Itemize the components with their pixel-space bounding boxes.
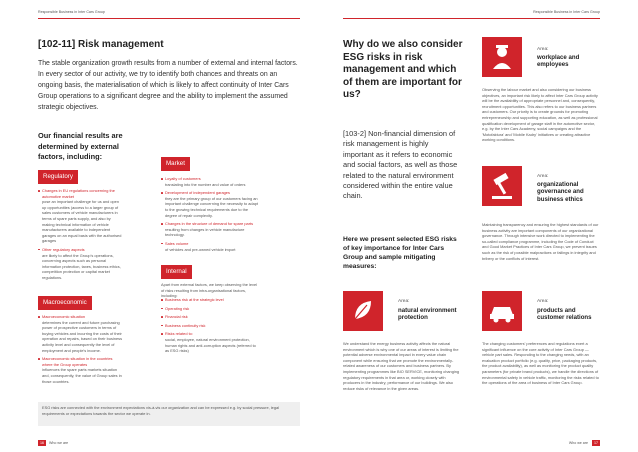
item-title: Sales volume [165, 240, 189, 246]
list-item [38, 247, 124, 281]
car-icon [482, 291, 522, 331]
footer-right [569, 440, 600, 446]
internal-tag: Internal [161, 265, 192, 279]
area-text: The changing customers' preferences and regulations exert a significant influence on the core activity of Inter Cars Group — vehicle part sales. Responding to the changing needs, with an evaluation product portfolio (e.g. quality, price, packaging products, the product availability), as well as monitoring the product quality parameters (for private brand products), we handle the directions of environmental safety in vehicle traffic, monitoring the risks related to the operations of the area of business of Inter Cars Group. [482, 341, 599, 386]
worker-icon [482, 37, 522, 77]
list-item [161, 331, 261, 353]
macroeconomic-list [38, 314, 124, 387]
page-number: 16 [40, 441, 44, 445]
list-item [38, 314, 124, 353]
list-item [161, 323, 261, 329]
item-title: Operating risk [165, 305, 190, 311]
item-title: Financial risk [165, 314, 188, 320]
list-item [161, 306, 261, 312]
list-item [161, 221, 261, 238]
item-body: influences the spare parts markets situation and, consequently, the value of Group sales in those countries. [42, 367, 122, 384]
item-title: Other regulatory aspects [42, 246, 85, 252]
leaf-icon [343, 291, 383, 331]
item-title: Changes in EU regulations concerning the automotive market [42, 188, 115, 199]
item-title: Business continuity risk [165, 322, 206, 328]
item-body: of vehicles and pre-owned vehicle import [165, 246, 236, 252]
intro-paragraph: The stable organization growth results from a number of external and internal factors. In every sector of our activity, we try to identify both chances and threats on an ongoing basis, the materialisation of which is likely to affect continuity of Inter Cars Group operations to a significant degree and the ability to implement the assumed strategic objectives. [38, 60, 298, 111]
regulatory-list [38, 188, 124, 284]
footer-section: Who we are [568, 441, 588, 445]
area-label: Area: [398, 299, 410, 304]
item-body: determines the current and future purchasing power of prospective customers in terms of buying vehicles and incurring the costs of their operation and repairs, based on their business activity level and consequently the level of employment and people's income. [42, 319, 123, 353]
area-products [482, 291, 600, 421]
item-body: they are the primary group of our customers facing an important challenge concerning the necessity to adapt to the growing technical requirements due to the degree of repair complexity. [165, 195, 259, 218]
item-body: pose an important challenge for us and open up opportunities (access to a larger group of sales customers of vehicle manufacturers in terms of spare parts supply, and also by making technical information of vehicle manufacturers available to independent garages on an equal basis with the authorised garages [42, 199, 122, 244]
item-body: social, employee, natural environment protection, human rights and anti-corruption aspects (referred to as ESG risks) [165, 336, 256, 354]
list-item [161, 176, 261, 187]
item-title: Risks related to: [165, 331, 193, 337]
regulatory-tag: Regulatory [38, 170, 78, 184]
item-title: Macroeconomic situation [42, 314, 86, 319]
area-name: natural environment protection [398, 307, 457, 322]
item-title: Business risk at the strategic level [165, 297, 224, 302]
list-item [161, 314, 261, 320]
right-body: [103-2] Non-financial dimension of risk management is highly important as it refers to economic and social factors, as well as those related to the natural environment considered within the entire value chain. [343, 129, 458, 201]
gavel-icon [482, 166, 522, 206]
header-rule-right [343, 18, 600, 19]
item-title: Loyalty of customers [165, 176, 201, 181]
area-label: Area: [537, 174, 549, 179]
item-body: translating into the number and value of orders [165, 181, 246, 187]
area-governance [482, 166, 600, 296]
item-body: are likely to affect the Group's operations, concerning aspects such as personal information protection, taxes, business ethics, competition protection or capital market regulations. [42, 252, 121, 280]
area-name: products and customer relations [537, 307, 592, 322]
macroeconomic-tag: Macroeconomic [38, 296, 92, 310]
area-environment [343, 291, 461, 421]
item-title: Development of independent garages [165, 190, 230, 196]
header-left: Responsible Business in Inter Cars Group [38, 10, 105, 14]
page-number: 17 [594, 441, 598, 445]
right-question: Why do we also consider ESG risks in risk management and which of them are important for us? [343, 39, 463, 101]
internal-intro: Apart from external factors, we keep observing the level of risks resulting from intra-organisational factors, including: [161, 282, 258, 299]
area-text: We understand the energy business activity affects the natural environment which is why one of our areas of interest is limiting the potential adverse environmental impact in every value chain component while ensuring that we promote the environmentally-related awareness of our customers and business partners. By implementing programmes like BIO SERVICE, monitoring changing regulatory requirements in that area or, working closely with producers in the industry, performance of our buildings. We also reduce risks of relevance in the given areas. [343, 341, 460, 391]
market-list [161, 176, 261, 255]
list-item [38, 356, 124, 384]
footer-left [38, 440, 68, 446]
list-item [161, 297, 261, 303]
header-rule-left [38, 18, 300, 19]
right-lead: Here we present selected ESG risks of key importance for Inter Cars Group and sample mitigating measures: [343, 236, 457, 270]
area-text: Maintaining transparency and ensuring the highest standards of our business activity are important components of our organizational governance. Through intensive work directed to implementing the so-called compliance programme, including the Code of Conduct and Good Market Practices of Inter Cars Group, we prevent issues such as the risk of possible malpractices or failings in integrity and bribery or the conflicts of interest. [482, 222, 599, 261]
area-name: workplace and employees [537, 54, 580, 69]
list-item [161, 241, 261, 252]
page-title: [102-11] Risk management [38, 39, 164, 50]
footer-section: Who we are [49, 441, 69, 445]
area-label: Area: [537, 299, 549, 304]
item-title: Changes in the structure of demand for spare parts [165, 221, 254, 227]
factors-heading: Our financial results are determined by external factors, including: [38, 131, 123, 161]
area-name: organizational governance and business ethics [537, 181, 584, 203]
internal-list [161, 297, 261, 357]
header-right: Responsible Business in Inter Cars Group [533, 10, 600, 14]
list-item [161, 190, 261, 218]
list-item [38, 188, 124, 244]
area-label: Area: [537, 47, 549, 52]
area-text: Observing the labour market and also considering our business objectives, an important risk likely to affect Inter Cars Group activity will be the availability of appropriate personnel and, consequently, recruitment opportunities. This also refers to our business partners and customers. Our priority is to create grounds for promoting entrepreneurship and supporting education, as well as professional qualification development of garage staff in the automotive sector, e.g. by the Inter Cars Academy, social campaigns and the 'Motofaktura' and 'Mobile Kadry' initiatives or creating attractive working conditions. [482, 87, 598, 143]
esg-note: ESG risks are connected with the environment expectations vis-à-vis our organization and can be expressed e.g. by social pressure, legal requirements or expectations towards the sector we operate in. [42, 405, 280, 416]
item-title: Macroeconomic situation in the countries where the Group operates [42, 356, 113, 367]
area-workplace [482, 37, 600, 177]
market-tag: Market [161, 157, 190, 171]
item-body: resulting from changes in vehicle manufacture technology. [165, 226, 245, 238]
